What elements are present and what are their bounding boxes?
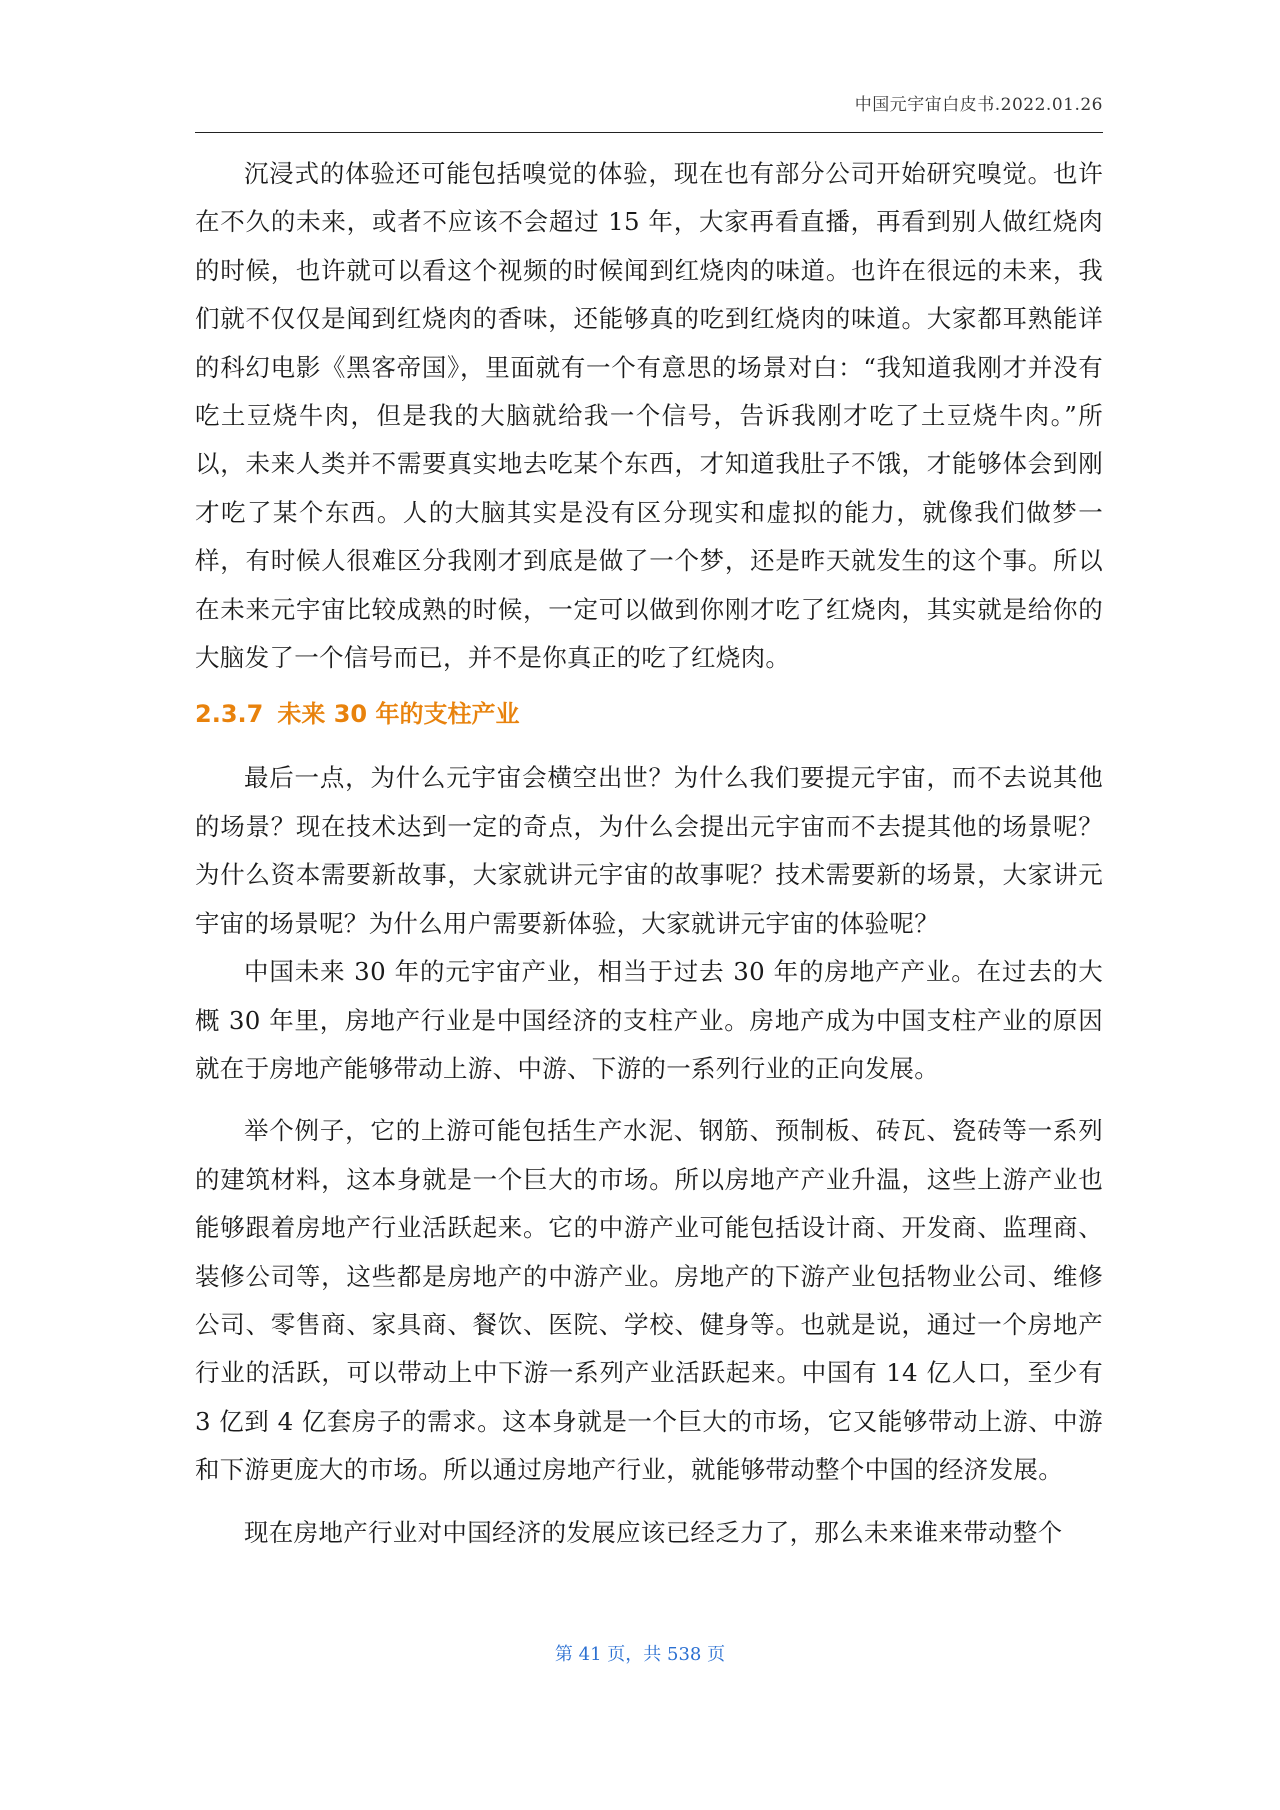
page-number-label: 第 41 页，共 538 页	[554, 1644, 726, 1665]
paragraph-4: 举个例子，它的上游可能包括生产水泥、钢筋、预制板、砖瓦、瓷砖等一系列的建筑材料，这本身就是一个巨大的市场。所以房地产产业升温，这些上游产业也能够跟着房地产行业活跃起来。它的中游产业可能包括设计商、开发商、监理商、装修公司等，这些都是房地产的中游产业。房地产的下游产业包括物业公司、维修公司、零售商、家具商、餐饮、医院、学校、健身等。也就是说，通过一个房地产行业的活跃，可以带动上中下游一系列产业活跃起来。中国有 14 亿人口，至少有 3 亿到 4 亿套房子的需求。这本身就是一个巨大的市场，它又能够带动上游、中游和下游更庞大的市场。所以通过房地产行业，就能够带动整个中国的经济发展。	[195, 1116, 1103, 1485]
section-title: 未来 30 年的支柱产业	[277, 700, 520, 729]
page-content	[195, 150, 1103, 1557]
paragraph-gap	[195, 1093, 1103, 1107]
paragraph-3: 中国未来 30 年的元宇宙产业，相当于过去 30 年的房地产产业。在过去的大概 30 年里，房地产行业是中国经济的支柱产业。房地产成为中国支柱产业的原因就在于房地产能够带动上游、中游、下游的一系列行业的正向发展。	[195, 957, 1103, 1083]
header-title: 中国元宇宙白皮书.2022.01.26	[854, 95, 1103, 115]
page-header	[195, 88, 1103, 133]
paragraph-1: 沉浸式的体验还可能包括嗅觉的体验，现在也有部分公司开始研究嗅觉。也许在不久的未来，或者不应该不会超过 15 年，大家再看直播，再看到别人做红烧肉的时候，也许就可以看这个视频的时候闻到红烧肉的味道。也许在很远的未来，我们就不仅仅是闻到红烧肉的香味，还能够真的吃到红烧肉的味道。大家都耳熟能详的科幻电影《黑客帝国》，里面就有一个有意思的场景对白：“我知道我刚才并没有吃土豆烧牛肉，但是我的大脑就给我一个信号，告诉我刚才吃了土豆烧牛肉。”所以，未来人类并不需要真实地去吃某个东西，才知道我肚子不饿，才能够体会到刚才吃了某个东西。人的大脑其实是没有区分现实和虚拟的能力，就像我们做梦一样，有时候人很难区分我刚才到底是做了一个梦，还是昨天就发生的这个事。所以在未来元宇宙比较成熟的时候，一定可以做到你刚才吃了红烧肉，其实就是给你的大脑发了一个信号而已，并不是你真正的吃了红烧肉。	[195, 159, 1103, 673]
section-heading	[195, 694, 1103, 734]
page-footer	[0, 1640, 1280, 1666]
section-number: 2.3.7	[195, 700, 264, 729]
paragraph-5: 现在房地产行业对中国经济的发展应该已经乏力了，那么未来谁来带动整个	[244, 1517, 1063, 1547]
paragraph-gap	[195, 1495, 1103, 1509]
paragraph-2: 最后一点，为什么元宇宙会横空出世？为什么我们要提元宇宙，而不去说其他的场景？现在技术达到一定的奇点，为什么会提出元宇宙而不去提其他的场景呢？为什么资本需要新故事，大家就讲元宇宙的故事呢？技术需要新的场景，大家讲元宇宙的场景呢？为什么用户需要新体验，大家就讲元宇宙的体验呢？	[195, 763, 1103, 938]
